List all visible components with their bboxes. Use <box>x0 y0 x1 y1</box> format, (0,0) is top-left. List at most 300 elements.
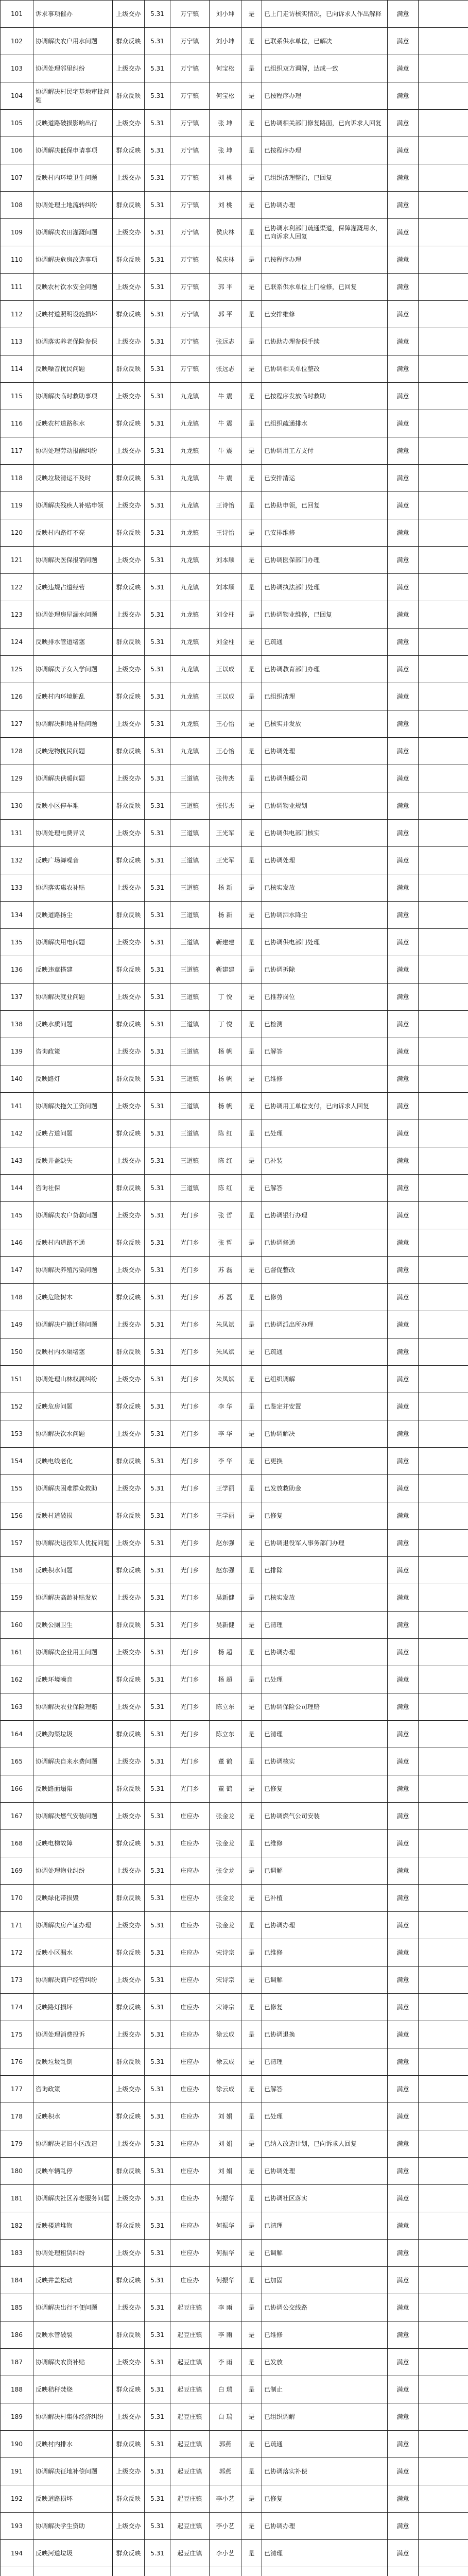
row-item: 反映井盖松动 <box>33 2267 113 2294</box>
row-date: 5.31 <box>145 929 170 956</box>
row-number: 124 <box>1 629 33 656</box>
row-unit: 光门乡 <box>170 1584 210 1612</box>
row-done: 是 <box>241 2021 262 2048</box>
row-remark <box>419 984 468 1011</box>
table-row <box>1 738 468 765</box>
table-row <box>1 2240 468 2267</box>
row-done: 是 <box>241 1748 262 1775</box>
row-done: 是 <box>241 2103 262 2130</box>
table-row <box>1 765 468 792</box>
row-item: 反映井盖缺失 <box>33 1147 113 1175</box>
row-result: 已协调供电部门处理 <box>262 929 388 956</box>
row-unit: 三道镇 <box>170 984 210 1011</box>
row-done: 是 <box>241 2458 262 2485</box>
row-done: 是 <box>241 137 262 164</box>
row-source: 群众反映 <box>113 2048 145 2076</box>
row-satisfaction: 满意 <box>388 110 419 137</box>
row-satisfaction: 满意 <box>388 1338 419 1366</box>
row-result: 已协助申领，已回复 <box>262 492 388 519</box>
row-source: 上级交办 <box>113 219 145 246</box>
row-done: 是 <box>241 2294 262 2321</box>
row-date: 5.31 <box>145 2349 170 2376</box>
row-result: 已按程序发放临时救助 <box>262 383 388 410</box>
row-remark <box>419 82 468 110</box>
row-contact: 王学丽 <box>210 1475 241 1502</box>
row-done: 是 <box>241 410 262 437</box>
table-row <box>1 1939 468 1967</box>
row-item: 反映垃圾清运不及时 <box>33 465 113 492</box>
row-result: 已协调物业维修，已回复 <box>262 601 388 629</box>
row-date: 5.31 <box>145 847 170 874</box>
row-unit: 庄应办 <box>170 2076 210 2103</box>
row-item: 反映小区停车难 <box>33 792 113 820</box>
row-satisfaction: 满意 <box>388 710 419 738</box>
row-number: 183 <box>1 2240 33 2267</box>
row-item: 咨询社保 <box>33 1175 113 1202</box>
row-item: 反映噪音扰民问题 <box>33 355 113 383</box>
row-unit: 三道镇 <box>170 1038 210 1065</box>
row-source: 群众反映 <box>113 738 145 765</box>
row-result: 已协调处理 <box>262 738 388 765</box>
row-unit: 庄应办 <box>170 2103 210 2130</box>
table-row <box>1 1448 468 1475</box>
row-unit: 庄应办 <box>170 2185 210 2212</box>
row-number: 139 <box>1 1038 33 1065</box>
table-row <box>1 1502 468 1530</box>
row-contact: 白 瑞 <box>210 2403 241 2431</box>
row-number: 158 <box>1 1557 33 1584</box>
row-contact: 杨 超 <box>210 1639 241 1666</box>
row-source: 上级交办 <box>113 765 145 792</box>
table-row <box>1 1639 468 1666</box>
row-date: 5.31 <box>145 1912 170 1939</box>
row-result: 已协助办理参保手续 <box>262 328 388 355</box>
row-item: 协调处理邻里纠纷 <box>33 55 113 82</box>
row-item: 协调落实养老保险参保 <box>33 328 113 355</box>
row-result: 已处理 <box>262 1120 388 1147</box>
row-number: 136 <box>1 956 33 984</box>
row-contact: 陈 红 <box>210 1120 241 1147</box>
row-unit: 九龙镇 <box>170 437 210 465</box>
row-source: 群众反映 <box>113 629 145 656</box>
row-unit: 庄应办 <box>170 1994 210 2021</box>
row-result: 已协调供暖公司 <box>262 765 388 792</box>
row-result: 已按程序办理 <box>262 137 388 164</box>
row-item: 协调解决房产证办理 <box>33 1912 113 1939</box>
row-done: 是 <box>241 2403 262 2431</box>
row-source: 群众反映 <box>113 1721 145 1748</box>
row-result: 已协调处理 <box>262 847 388 874</box>
row-date: 5.31 <box>145 328 170 355</box>
row-number: 113 <box>1 328 33 355</box>
table-row <box>1 1229 468 1257</box>
row-item: 协调解决用电问题 <box>33 929 113 956</box>
row-satisfaction: 满意 <box>388 792 419 820</box>
row-unit: 光门乡 <box>170 1502 210 1530</box>
row-remark <box>419 847 468 874</box>
table-row <box>1 2403 468 2431</box>
row-item: 反映水管破裂 <box>33 2321 113 2349</box>
row-item: 反映公厕卫生 <box>33 1612 113 1639</box>
table-row <box>1 1803 468 1830</box>
table-row <box>1 1721 468 1748</box>
row-contact: 靳建建 <box>210 956 241 984</box>
row-contact: 杨 新 <box>210 874 241 902</box>
row-satisfaction: 满意 <box>388 547 419 574</box>
row-remark <box>419 1093 468 1120</box>
row-source: 上级交办 <box>113 1748 145 1775</box>
table-row <box>1 301 468 328</box>
row-source: 上级交办 <box>113 492 145 519</box>
table-row <box>1 2431 468 2458</box>
row-result: 已协调水利部门疏通渠道，保障灌溉用水，已向诉求人回复 <box>262 219 388 246</box>
row-unit: 庄应办 <box>170 2048 210 2076</box>
row-unit: 庄应办 <box>170 1830 210 1857</box>
row-satisfaction: 满意 <box>388 1420 419 1448</box>
row-unit: 光门乡 <box>170 1721 210 1748</box>
row-item: 协调解决养殖污染问题 <box>33 1257 113 1284</box>
row-remark <box>419 2458 468 2485</box>
row-remark <box>419 28 468 55</box>
row-item: 反映绿化带损毁 <box>33 1885 113 1912</box>
row-date: 5.31 <box>145 956 170 984</box>
row-number: 167 <box>1 1803 33 1830</box>
row-number: 134 <box>1 902 33 929</box>
row-done: 是 <box>241 274 262 301</box>
row-date: 5.31 <box>145 1202 170 1229</box>
row-number: 163 <box>1 1693 33 1721</box>
row-contact: 张 坤 <box>210 137 241 164</box>
row-source: 群众反映 <box>113 1994 145 2021</box>
row-done: 是 <box>241 465 262 492</box>
row-done: 是 <box>241 2349 262 2376</box>
row-unit: 光门乡 <box>170 1284 210 1311</box>
row-date: 5.31 <box>145 2185 170 2212</box>
row-contact: 朱凤斌 <box>210 1338 241 1366</box>
row-unit: 光门乡 <box>170 1475 210 1502</box>
row-source: 上级交办 <box>113 1202 145 1229</box>
row-date: 5.31 <box>145 1338 170 1366</box>
row-satisfaction: 满意 <box>388 2076 419 2103</box>
row-result: 已协调办理 <box>262 192 388 219</box>
row-contact: 李 雨 <box>210 2294 241 2321</box>
table-row <box>1 1202 468 1229</box>
row-contact: 张 哲 <box>210 1229 241 1257</box>
row-done: 是 <box>241 874 262 902</box>
table-row <box>1 246 468 274</box>
table-row <box>1 219 468 246</box>
row-number: 162 <box>1 1666 33 1693</box>
row-number: 169 <box>1 1857 33 1885</box>
row-unit: 三道镇 <box>170 902 210 929</box>
row-result: 已协调派出所办理 <box>262 1311 388 1338</box>
row-contact: 刘本顺 <box>210 574 241 601</box>
row-result: 已督促整改 <box>262 1257 388 1284</box>
row-remark <box>419 164 468 192</box>
row-number: 108 <box>1 192 33 219</box>
row-date: 5.31 <box>145 1530 170 1557</box>
row-done: 是 <box>241 1338 262 1366</box>
table-row <box>1 1420 468 1448</box>
row-remark <box>419 2158 468 2185</box>
row-date: 5.31 <box>145 2103 170 2130</box>
row-result: 已解答 <box>262 2076 388 2103</box>
row-remark <box>419 274 468 301</box>
row-number: 191 <box>1 2458 33 2485</box>
row-satisfaction: 满意 <box>388 1038 419 1065</box>
row-source: 群众反映 <box>113 355 145 383</box>
row-remark <box>419 1475 468 1502</box>
row-unit: 起豆庄镇 <box>170 2540 210 2567</box>
row-source: 群众反映 <box>113 192 145 219</box>
row-date: 5.31 <box>145 1393 170 1420</box>
row-source: 上级交办 <box>113 1038 145 1065</box>
table-row <box>1 2130 468 2158</box>
row-contact: 刘 桃 <box>210 192 241 219</box>
row-source: 群众反映 <box>113 1284 145 1311</box>
row-number: 188 <box>1 2376 33 2403</box>
row-date: 5.31 <box>145 1311 170 1338</box>
row-date: 5.31 <box>145 2513 170 2540</box>
row-item: 反映宠物扰民问题 <box>33 738 113 765</box>
table-row <box>1 902 468 929</box>
row-unit: 三道镇 <box>170 1065 210 1093</box>
table-row <box>1 2349 468 2376</box>
row-source: 群众反映 <box>113 82 145 110</box>
table-row <box>1 656 468 683</box>
table-row <box>1 2376 468 2403</box>
row-date: 5.31 <box>145 519 170 547</box>
table-row <box>1 1257 468 1284</box>
row-remark <box>419 1830 468 1857</box>
row-item: 反映垃圾乱倒 <box>33 2048 113 2076</box>
table-row <box>1 601 468 629</box>
row-date: 5.31 <box>145 1175 170 1202</box>
row-unit: 光门乡 <box>170 1393 210 1420</box>
row-satisfaction: 满意 <box>388 765 419 792</box>
row-satisfaction: 满意 <box>388 2321 419 2349</box>
table-row <box>1 1748 468 1775</box>
row-remark <box>419 1994 468 2021</box>
row-date: 5.31 <box>145 1366 170 1393</box>
row-done: 是 <box>241 2321 262 2349</box>
row-item: 协调解决村集体经济纠纷 <box>33 2403 113 2431</box>
row-number: 178 <box>1 2103 33 2130</box>
row-contact: 何振华 <box>210 2185 241 2212</box>
row-number: 133 <box>1 874 33 902</box>
row-done: 是 <box>241 629 262 656</box>
table-row <box>1 1120 468 1147</box>
row-result: 已维修 <box>262 1065 388 1093</box>
row-result: 已协调修通 <box>262 1229 388 1257</box>
row-remark <box>419 1420 468 1448</box>
row-number: 137 <box>1 984 33 1011</box>
row-date: 5.31 <box>145 2212 170 2240</box>
row-remark <box>419 2567 468 2576</box>
row-remark <box>419 929 468 956</box>
row-date: 5.31 <box>145 55 170 82</box>
row-date: 5.31 <box>145 2403 170 2431</box>
row-done: 是 <box>241 1502 262 1530</box>
row-satisfaction: 满意 <box>388 1011 419 1038</box>
row-contact: 张 哲 <box>210 1202 241 1229</box>
row-number: 176 <box>1 2048 33 2076</box>
row-item: 协调解决社区养老服务问题 <box>33 2185 113 2212</box>
row-satisfaction: 满意 <box>388 1093 419 1120</box>
table-row <box>1 1 468 28</box>
row-result: 已协调供电部门核实 <box>262 820 388 847</box>
row-item: 反映积水问题 <box>33 1557 113 1584</box>
row-done: 是 <box>241 219 262 246</box>
row-satisfaction: 满意 <box>388 246 419 274</box>
row-unit: 万宁镇 <box>170 274 210 301</box>
table-row <box>1 1693 468 1721</box>
row-unit: 三道镇 <box>170 765 210 792</box>
row-result: 已补植 <box>262 1885 388 1912</box>
row-number: 151 <box>1 1366 33 1393</box>
row-date: 5.31 <box>145 765 170 792</box>
row-remark <box>419 2403 468 2431</box>
row-satisfaction: 满意 <box>388 1 419 28</box>
row-source: 群众反映 <box>113 1557 145 1584</box>
row-satisfaction: 满意 <box>388 2185 419 2212</box>
row-date: 5.31 <box>145 219 170 246</box>
row-contact: 牛 震 <box>210 410 241 437</box>
row-number: 129 <box>1 765 33 792</box>
row-result: 已补装 <box>262 1147 388 1175</box>
row-remark <box>419 2021 468 2048</box>
row-source: 群众反映 <box>113 2212 145 2240</box>
row-date: 5.31 <box>145 1693 170 1721</box>
row-date: 5.31 <box>145 1830 170 1857</box>
row-unit: 光门乡 <box>170 1257 210 1284</box>
row-number: 181 <box>1 2185 33 2212</box>
table-row <box>1 1284 468 1311</box>
row-contact: 杨 帆 <box>210 1038 241 1065</box>
row-item: 反映楼道堆物 <box>33 2212 113 2240</box>
row-source: 上级交办 <box>113 1093 145 1120</box>
row-number: 173 <box>1 1967 33 1994</box>
row-satisfaction: 满意 <box>388 2376 419 2403</box>
row-satisfaction <box>388 2567 419 2576</box>
table-row <box>1 1147 468 1175</box>
row-item: 协调解决企业用工问题 <box>33 1639 113 1666</box>
row-result: 已组织调解 <box>262 1366 388 1393</box>
row-date: 5.31 <box>145 2485 170 2513</box>
row-done: 是 <box>241 2158 262 2185</box>
row-unit: 万宁镇 <box>170 301 210 328</box>
row-satisfaction: 满意 <box>388 219 419 246</box>
row-contact: 苏 磊 <box>210 1257 241 1284</box>
table-row <box>1 55 468 82</box>
row-satisfaction: 满意 <box>388 1175 419 1202</box>
row-contact: 刘 娟 <box>210 2130 241 2158</box>
table-row <box>1 2485 468 2513</box>
row-number: 126 <box>1 683 33 710</box>
row-source: 群众反映 <box>113 410 145 437</box>
row-item: 协调解决农资补贴 <box>33 2349 113 2376</box>
row-satisfaction: 满意 <box>388 984 419 1011</box>
row-result: 已协调相关部门修复路面，已向诉求人回复 <box>262 110 388 137</box>
row-item: 反映村内排水 <box>33 2431 113 2458</box>
row-date: 5.31 <box>145 1803 170 1830</box>
row-satisfaction: 满意 <box>388 465 419 492</box>
row-date: 5.31 <box>145 1420 170 1448</box>
row-satisfaction: 满意 <box>388 2021 419 2048</box>
row-date: 5.31 <box>145 383 170 410</box>
row-number: 135 <box>1 929 33 956</box>
row-satisfaction: 满意 <box>388 437 419 465</box>
row-remark <box>419 1530 468 1557</box>
row-number: 127 <box>1 710 33 738</box>
row-date: 5.31 <box>145 1639 170 1666</box>
row-remark <box>419 874 468 902</box>
row-source: 上级交办 <box>113 2513 145 2540</box>
row-contact: 郭燕 <box>210 2458 241 2485</box>
row-done: 是 <box>241 1311 262 1338</box>
row-source: 群众反映 <box>113 847 145 874</box>
row-number: 142 <box>1 1120 33 1147</box>
row-remark <box>419 956 468 984</box>
row-source: 上级交办 <box>113 55 145 82</box>
row-remark <box>419 2294 468 2321</box>
row-remark <box>419 2321 468 2349</box>
row-contact: 何宝松 <box>210 82 241 110</box>
row-done: 是 <box>241 1639 262 1666</box>
row-date: 5.31 <box>145 1721 170 1748</box>
row-contact: 丁 悦 <box>210 1011 241 1038</box>
row-contact <box>210 2567 241 2576</box>
row-result: 已联系供水单位上门检修，已回复 <box>262 274 388 301</box>
row-satisfaction: 满意 <box>388 629 419 656</box>
row-item: 协调解决残疾人补贴申领 <box>33 492 113 519</box>
row-item: 反映村道破损 <box>33 1502 113 1530</box>
row-unit: 九龙镇 <box>170 601 210 629</box>
row-done: 是 <box>241 792 262 820</box>
row-date: 5.31 <box>145 2076 170 2103</box>
table-row <box>1 1393 468 1420</box>
table-row <box>1 792 468 820</box>
row-done: 是 <box>241 738 262 765</box>
row-result: 已排除 <box>262 1557 388 1584</box>
table-row <box>1 28 468 55</box>
row-date: 5.31 <box>145 1284 170 1311</box>
row-number: 125 <box>1 656 33 683</box>
row-source: 上级交办 <box>113 2076 145 2103</box>
row-number: 107 <box>1 164 33 192</box>
row-source: 上级交办 <box>113 1693 145 1721</box>
row-satisfaction: 满意 <box>388 2458 419 2485</box>
row-satisfaction: 满意 <box>388 1939 419 1967</box>
row-remark <box>419 738 468 765</box>
row-source: 上级交办 <box>113 164 145 192</box>
row-contact: 刘金柱 <box>210 629 241 656</box>
row-source: 上级交办 <box>113 2130 145 2158</box>
row-number: 145 <box>1 1202 33 1229</box>
row-remark <box>419 383 468 410</box>
row-contact: 徐云成 <box>210 2048 241 2076</box>
row-done: 是 <box>241 2513 262 2540</box>
row-source: 群众反映 <box>113 1393 145 1420</box>
row-item: 协调处理物业纠纷 <box>33 1857 113 1885</box>
row-unit: 光门乡 <box>170 1311 210 1338</box>
row-date: 5.31 <box>145 1257 170 1284</box>
row-source: 上级交办 <box>113 110 145 137</box>
row-number: 123 <box>1 601 33 629</box>
row-date: 5.31 <box>145 1666 170 1693</box>
row-remark <box>419 192 468 219</box>
row-number: 131 <box>1 820 33 847</box>
